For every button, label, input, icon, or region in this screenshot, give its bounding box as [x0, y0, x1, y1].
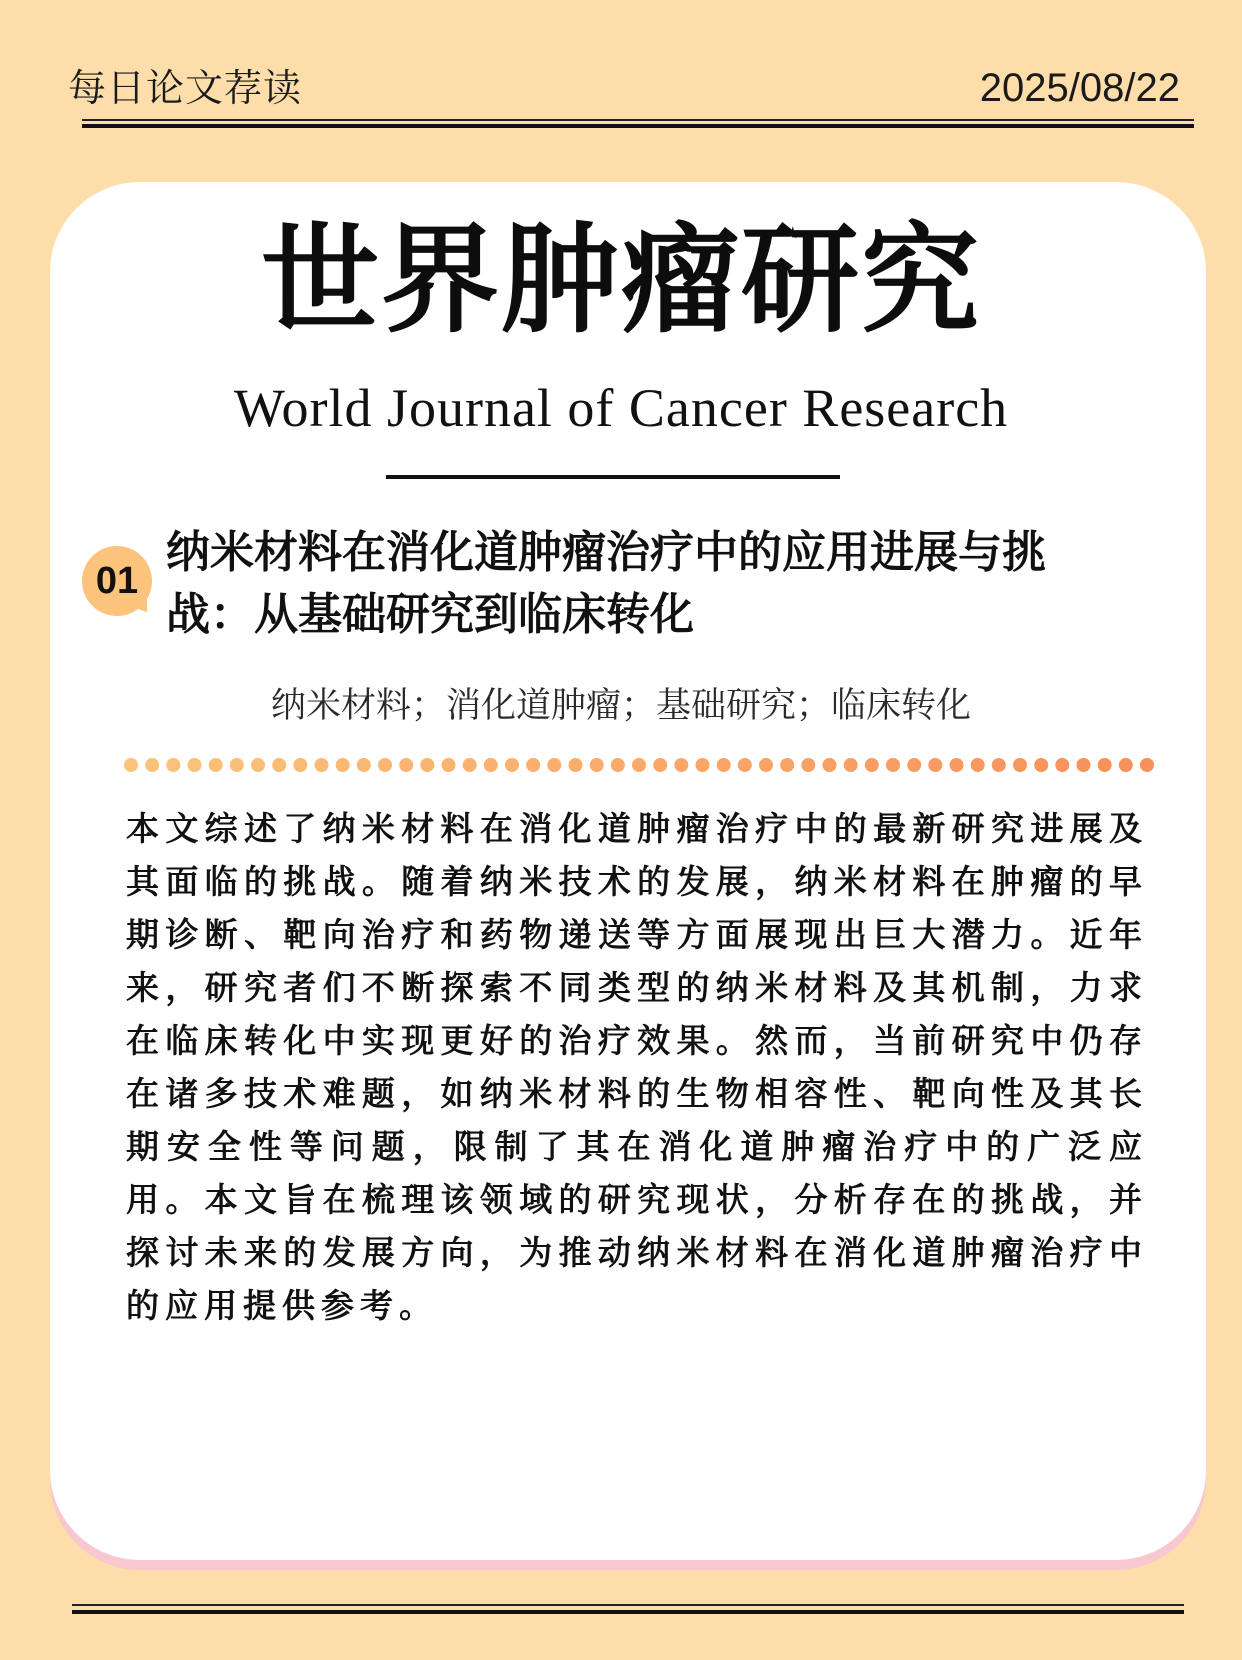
divider-dot [1034, 758, 1048, 772]
publish-date: 2025/08/22 [979, 66, 1180, 110]
divider-dot [611, 758, 625, 772]
divider-dot [526, 758, 540, 772]
article-title: 纳米材料在消化道肿瘤治疗中的应用进展与挑战：从基础研究到临床转化 [166, 527, 1046, 640]
divider-dot [738, 758, 752, 772]
divider-dot [717, 758, 731, 772]
divider-dot [1055, 758, 1069, 772]
article-keywords: 纳米材料；消化道肿瘤；基础研究；临床转化 [270, 686, 971, 726]
divider-dot [399, 758, 413, 772]
divider-dot [547, 758, 561, 772]
divider-dot [674, 758, 688, 772]
footer-divider-thick [72, 1610, 1184, 1614]
divider-dot [865, 758, 879, 772]
divider-dot [1077, 758, 1091, 772]
series-name: 每日论文荐读 [68, 66, 303, 110]
article-number-badge [82, 546, 152, 616]
article-number: 01 [95, 560, 139, 602]
divider-dot [569, 758, 583, 772]
divider-dot [759, 758, 773, 772]
divider-dot [378, 758, 392, 772]
divider-dot [484, 758, 498, 772]
divider-dot [272, 758, 286, 772]
divider-dot [357, 758, 371, 772]
divider-dot [188, 758, 202, 772]
divider-dot [1140, 758, 1154, 772]
divider-dot [124, 758, 138, 772]
header-bar [68, 60, 1180, 120]
divider-dot [315, 758, 329, 772]
divider-dot [145, 758, 159, 772]
header-divider-thin [82, 119, 1194, 121]
divider-dot [632, 758, 646, 772]
header-divider-thick [82, 124, 1194, 128]
divider-dot [696, 758, 710, 772]
divider-dot [209, 758, 223, 772]
divider-dot [166, 758, 180, 772]
divider-dot [1119, 758, 1133, 772]
article-abstract: 本文综述了纳米材料在消化道肿瘤治疗中的最新研究进展及其面临的挑战。随着纳米技术的发展，纳米材料在肿瘤的早期诊断、靶向治疗和药物递送等方面展现出巨大潜力。近年来，研究者们不断探索不同类型的纳米材料及其机制，力求在临床转化中实现更好的治疗效果。然而，当前研究中仍存在诸多技术难题，如纳米材料的生物相容性、靶向性及其长期安全性等问题，限制了其在消化道肿瘤治疗中的广泛应用。本文旨在梳理该领域的研究现状，分析存在的挑战，并探讨未来的发展方向，为推动纳米材料在消化道肿瘤治疗中的应用提供参考。 [126, 809, 1148, 1325]
divider-dot [505, 758, 519, 772]
divider-dot [420, 758, 434, 772]
divider-dot [801, 758, 815, 772]
divider-dot [653, 758, 667, 772]
divider-dot [928, 758, 942, 772]
divider-dot [293, 758, 307, 772]
divider-dot [336, 758, 350, 772]
divider-dot [590, 758, 604, 772]
divider-dot [463, 758, 477, 772]
journal-title-cn: 世界肿瘤研究 [260, 210, 981, 349]
journal-title-en: World Journal of Cancer Research [233, 378, 1009, 438]
divider-dot [780, 758, 794, 772]
divider-dot [971, 758, 985, 772]
divider-dot [1013, 758, 1027, 772]
title-underline [386, 475, 840, 479]
divider-dot [992, 758, 1006, 772]
divider-dot [1098, 758, 1112, 772]
divider-dot [950, 758, 964, 772]
divider-dot [251, 758, 265, 772]
divider-dot [230, 758, 244, 772]
divider-dot [442, 758, 456, 772]
dotted-divider [124, 757, 1154, 773]
divider-dot [907, 758, 921, 772]
divider-dot [823, 758, 837, 772]
footer-divider-thin [72, 1604, 1184, 1606]
divider-dot [886, 758, 900, 772]
divider-dot [844, 758, 858, 772]
